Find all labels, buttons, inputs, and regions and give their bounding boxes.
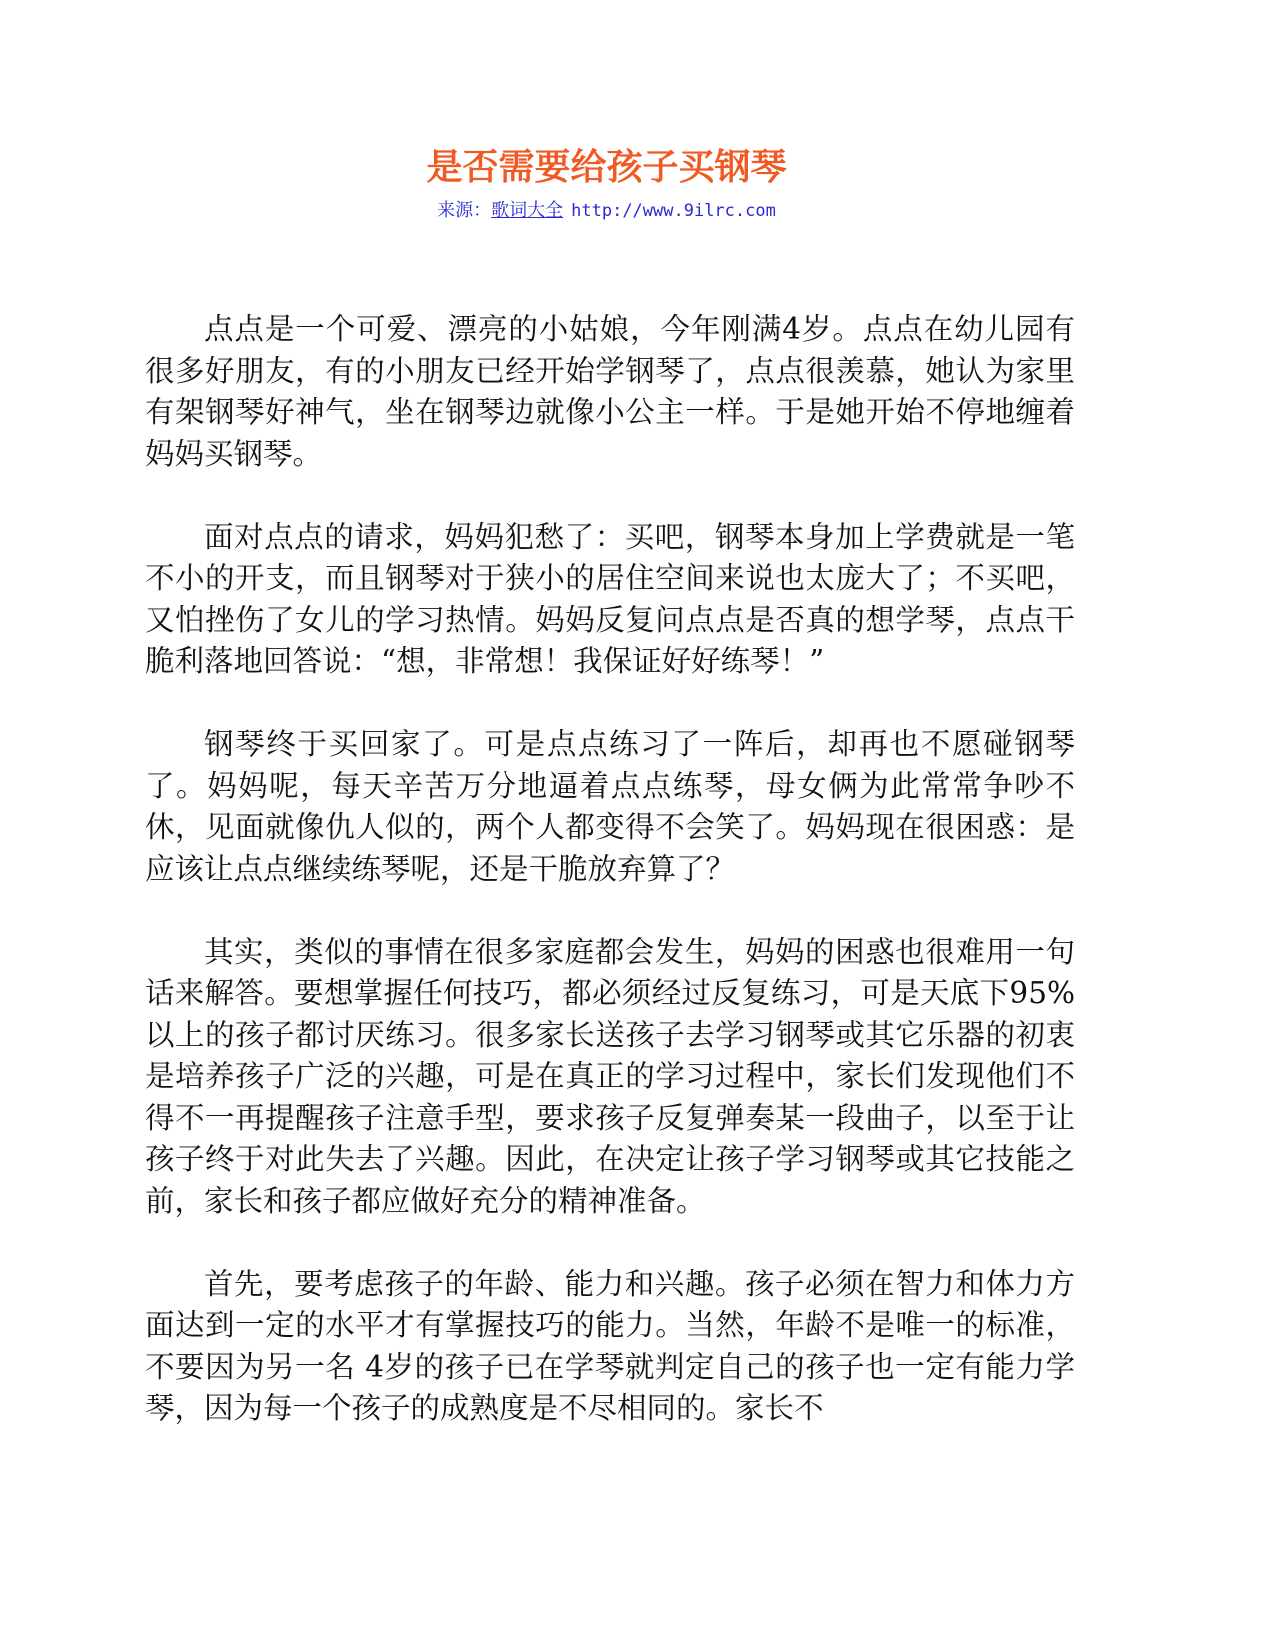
document-title: 是否需要给孩子买钢琴 xyxy=(426,146,787,188)
article-body xyxy=(145,309,1075,1471)
paragraph: 其实，类似的事情在很多家庭都会发生，妈妈的困惑也很难用一句话来解答。要想掌握任何技巧，都必须经过反复练习，可是天底下95%以上的孩子都讨厌练习。很多家长送孩子去学习钢琴或其它乐器的初衷是培养孩子广泛的兴趣，可是在真正的学习过程中，家长们发现他们不得不一再提醒孩子注意手型，要求孩子反复弹奏某一段曲子，以至于让孩子终于对此失去了兴趣。因此，在决定让孩子学习钢琴或其它技能之前，家长和孩子都应做好充分的精神准备。 xyxy=(145,934,1075,1218)
paragraph: 钢琴终于买回家了。可是点点练习了一阵后，却再也不愿碰钢琴了。妈妈呢，每天辛苦万分地逼着点点练琴，母女俩为此常常争吵不休，见面就像仇人似的，两个人都变得不会笑了。妈妈现在很困惑：是应该让点点继续练琴呢，还是干脆放弃算了？ xyxy=(145,727,1075,886)
source-link[interactable]: 歌词大全 xyxy=(491,200,564,221)
source-label: 来源： xyxy=(437,200,492,221)
paragraph: 面对点点的请求，妈妈犯愁了：买吧，钢琴本身加上学费就是一笔不小的开支，而且钢琴对于狭小的居住空间来说也太庞大了；不买吧，又怕挫伤了女儿的学习热情。妈妈反复问点点是否真的想学琴，点点干脆利落地回答说：“想，非常想！我保证好好练琴！” xyxy=(145,519,1075,678)
paragraph: 点点是一个可爱、漂亮的小姑娘，今年刚满4岁。点点在幼儿园有很多好朋友，有的小朋友已经开始学钢琴了，点点很羡慕，她认为家里有架钢琴好神气，坐在钢琴边就像小公主一样。于是她开始不停地缠着妈妈买钢琴。 xyxy=(145,312,1075,471)
paragraph: 首先，要考虑孩子的年龄、能力和兴趣。孩子必须在智力和体力方面达到一定的水平才有掌握技巧的能力。当然，年龄不是唯一的标准，不要因为另一名 4岁的孩子已在学琴就判定自己的孩子也一定有能力学琴，因为每一个孩子的成熟度是不尽相同的。家长不 xyxy=(145,1266,1075,1425)
source-url: http://www.9ilrc.com xyxy=(571,201,776,221)
source-line xyxy=(0,198,1213,224)
